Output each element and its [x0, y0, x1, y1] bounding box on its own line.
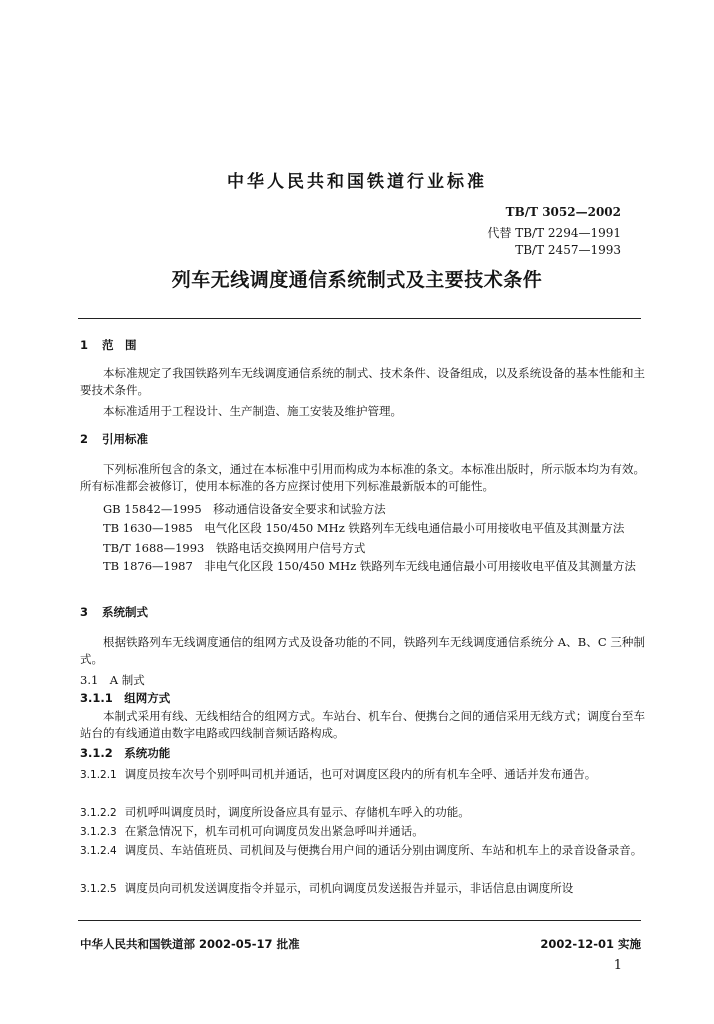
clause-text: 司机呼叫调度员时，调度所设备应具有显示、存储机车呼入的功能。 [124, 805, 470, 819]
clause-item [80, 880, 645, 898]
replaces-code-1: 代替 TB/T 2294—1991 [487, 226, 621, 240]
section-3-heading [80, 604, 148, 620]
replaces-code-2: TB/T 2457—1993 [515, 243, 621, 257]
reference-standard: TB/T 1688—1993 铁路电话交换网用户信号方式 [103, 541, 366, 555]
title-divider [78, 318, 641, 319]
section-2-heading [80, 431, 148, 447]
section-number: 2 [80, 432, 89, 446]
clause-text: 调度员按车次号个别呼叫司机并通话，也可对调度区段内的所有机车全呼、通话并发布通告。 [124, 767, 597, 781]
clause-number: 3.1.2.3 [80, 826, 117, 838]
reference-standard: TB 1630—1985 电气化区段 150/450 MHz 铁路列车无线电通信最小可用接收电平值及其测量方法 [103, 521, 625, 535]
footer-divider [78, 920, 641, 921]
clause-text: 调度员、车站值班员、司机间及与便携台用户间的通话分别由调度所、车站和机车上的录音设备录音。 [124, 843, 643, 857]
clause-text: 在紧急情况下，机车司机可向调度员发出紧急呼叫并通话。 [124, 824, 424, 838]
section-1-paragraph-1: 本标准规定了我国铁路列车无线调度通信系统的制式、技术条件、设备组成，以及系统设备的基本性能和主要技术条件。 [80, 366, 645, 397]
implementation-date: 2002-12-01 实施 [540, 937, 641, 951]
clause-text: 调度员向司机发送调度指令并显示，司机向调度员发送报告并显示，非话信息由调度所设 [124, 881, 574, 895]
standard-code: TB/T 3052—2002 [505, 205, 621, 219]
clause-item [80, 842, 645, 860]
section-number: 3 [80, 605, 89, 619]
subsection-3-1-1-paragraph: 本制式采用有线、无线相结合的组网方式。车站台、机车台、便携台之间的通信采用无线方式；调度台至车站台的有线通道由数字电路或四线制音频话路构成。 [80, 709, 645, 740]
section-1-paragraph-2: 本标准适用于工程设计、生产制造、施工安装及维护管理。 [103, 404, 402, 418]
section-title: 范 围 [102, 338, 137, 352]
clause-number: 3.1.2.5 [80, 883, 117, 895]
subsection-3-1-2-heading: 3.1.2 系统功能 [80, 746, 171, 760]
approval-date: 中华人民共和国铁道部 2002-05-17 批准 [80, 937, 300, 951]
standard-category-title: 中华人民共和国铁道行业标准 [227, 172, 487, 192]
reference-standard: GB 15842—1995 移动通信设备安全要求和试验方法 [103, 502, 386, 516]
section-title: 引用标准 [102, 432, 148, 446]
section-1-heading [80, 337, 137, 353]
page-number: 1 [613, 958, 622, 973]
reference-standard: TB 1876—1987 非电气化区段 150/450 MHz 铁路列车无线电通信最小可用接收电平值及其测量方法 [103, 559, 636, 573]
subsection-3-1-1-heading: 3.1.1 组网方式 [80, 691, 171, 705]
section-number: 1 [80, 338, 89, 352]
section-2-paragraph-1: 下列标准所包含的条文，通过在本标准中引用而构成为本标准的条文。本标准出版时，所示版本均为有效。所有标准都会被修订，使用本标准的各方应探讨使用下列标准最新版本的可能性。 [80, 462, 645, 493]
clause-item [80, 766, 645, 784]
section-title: 系统制式 [102, 605, 148, 619]
clause-number: 3.1.2.2 [80, 807, 117, 819]
subsection-3-1-heading: 3.1 A 制式 [80, 673, 145, 687]
section-3-paragraph-1: 根据铁路列车无线调度通信的组网方式及设备功能的不同，铁路列车无线调度通信系统分 A、B、C 三种制式。 [80, 635, 645, 666]
clause-number: 3.1.2.4 [80, 845, 117, 857]
clause-number: 3.1.2.1 [80, 769, 117, 781]
clause-item [80, 823, 645, 841]
document-title: 列车无线调度通信系统制式及主要技术条件 [171, 269, 543, 291]
clause-item [80, 804, 645, 822]
